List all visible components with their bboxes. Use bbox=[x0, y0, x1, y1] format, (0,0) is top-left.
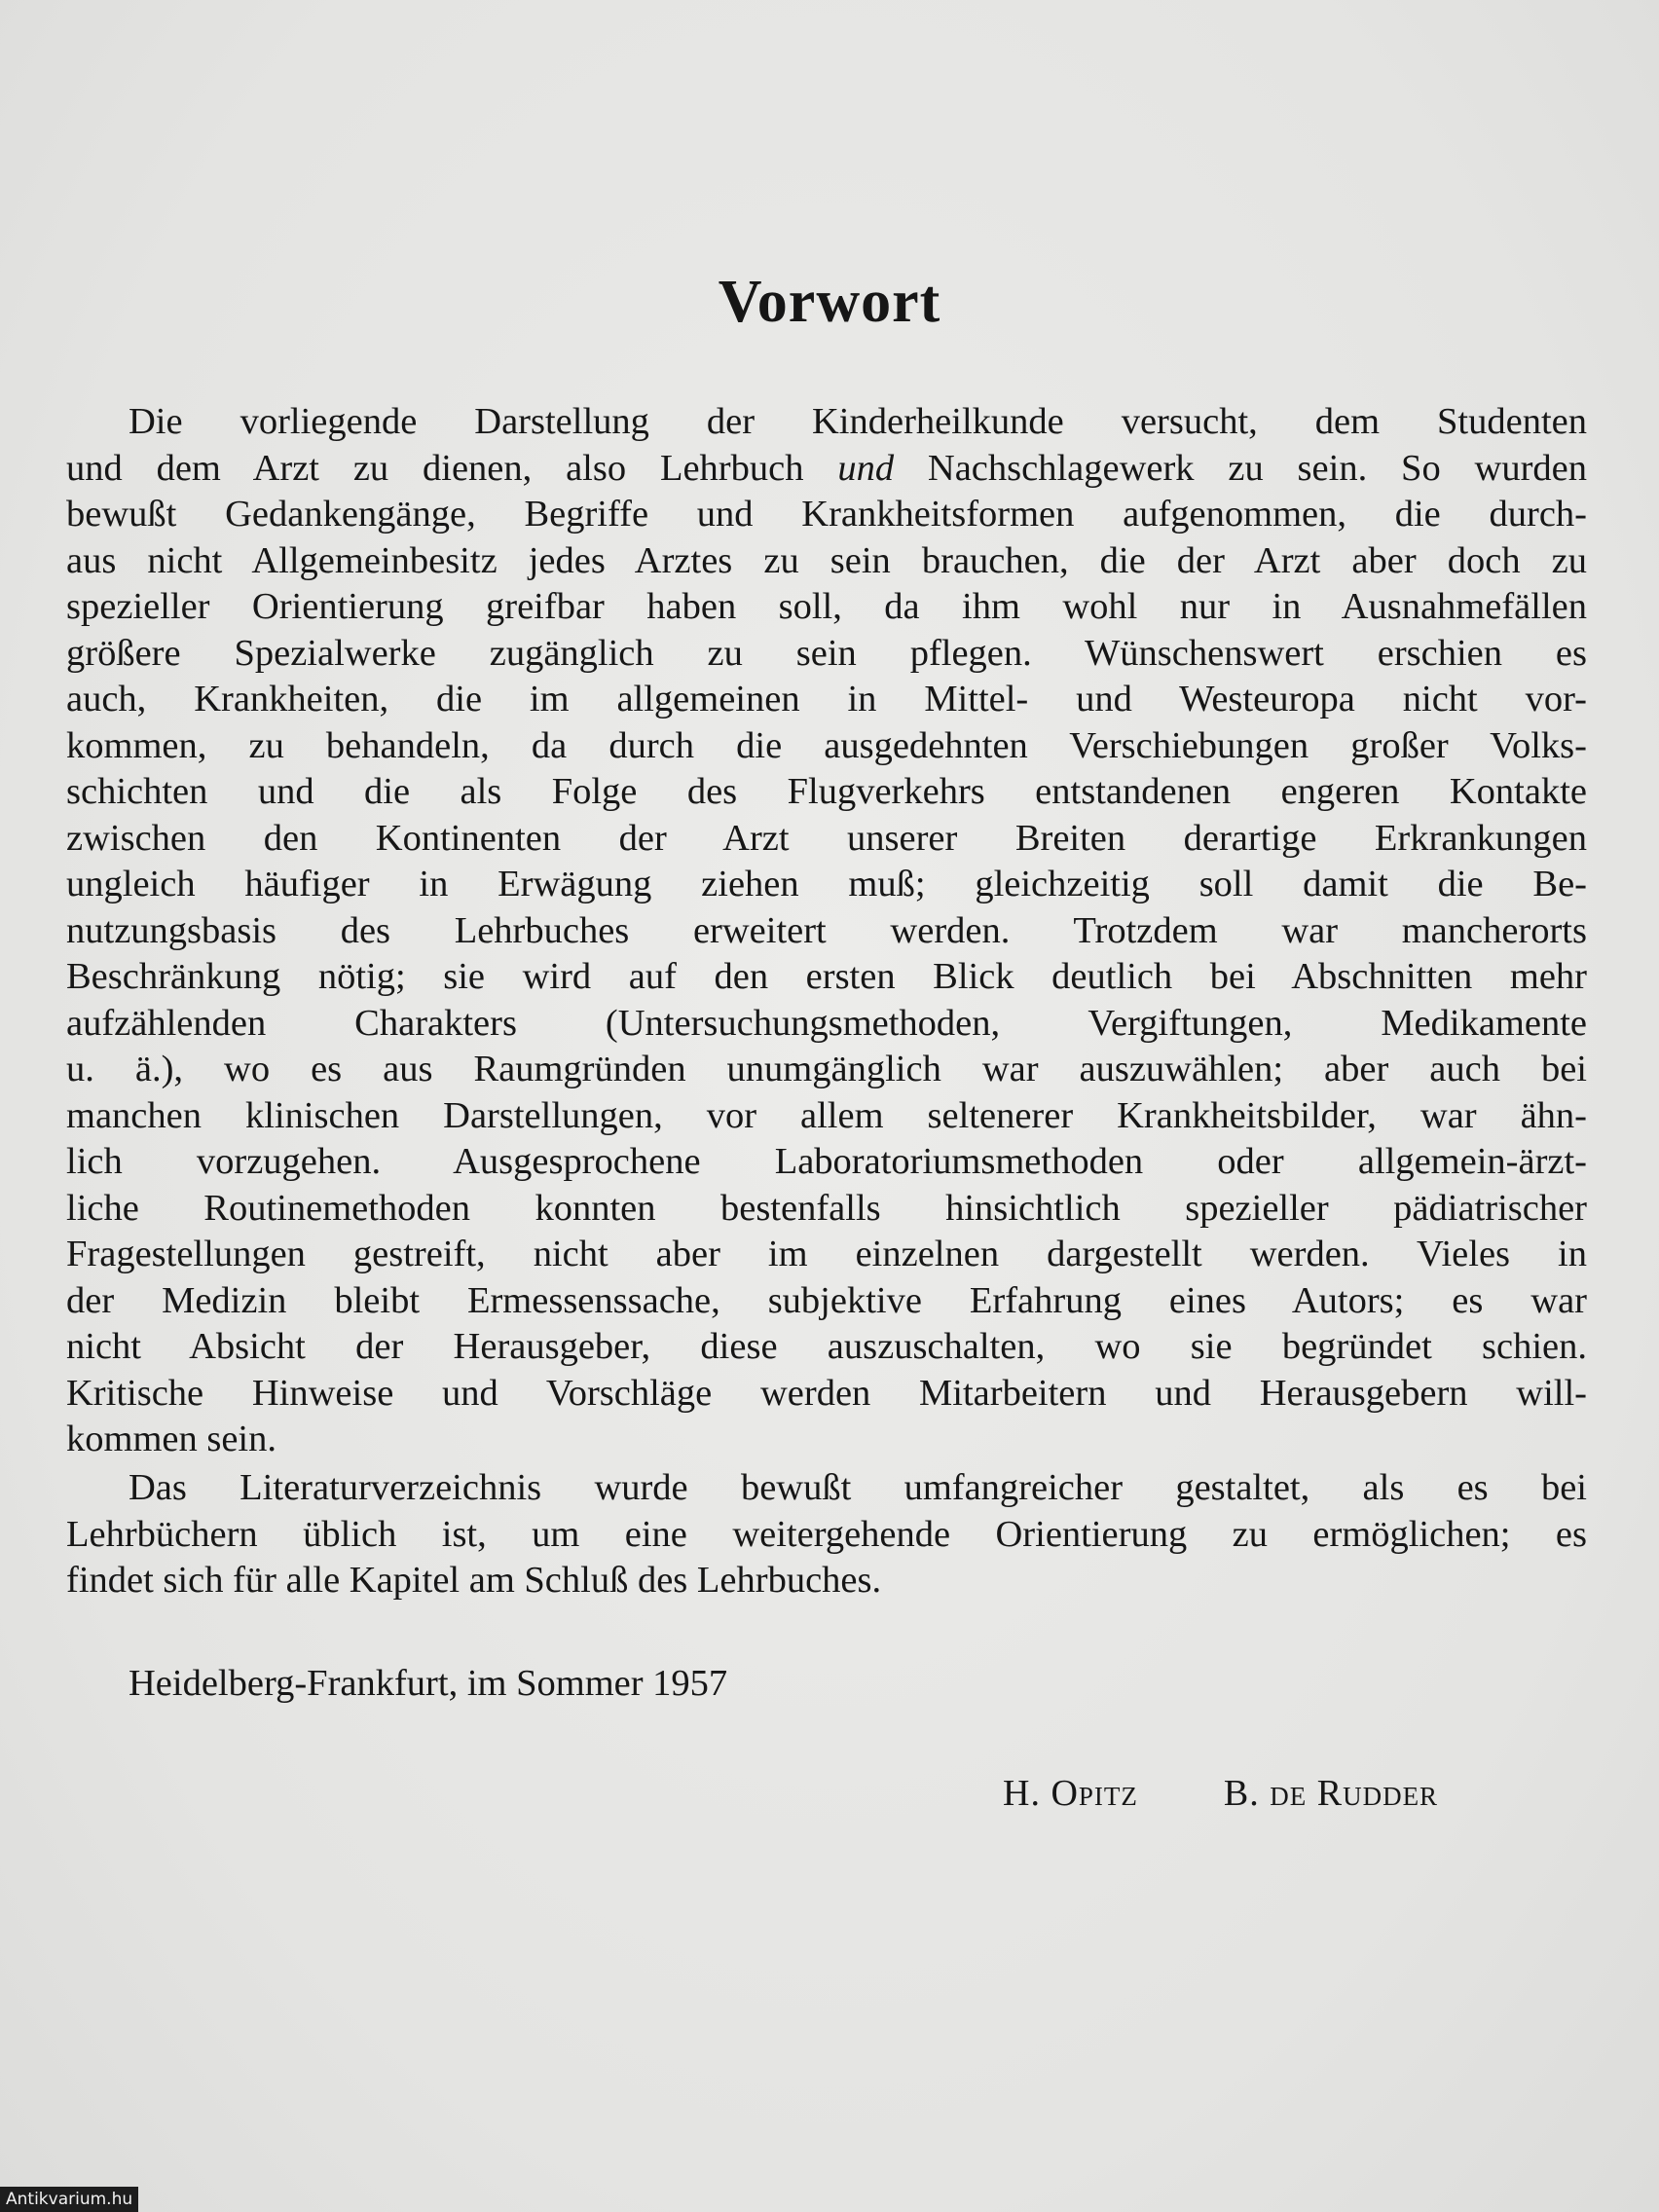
text-line: kommen sein. bbox=[66, 1419, 276, 1459]
text-line: u. ä.), wo es aus Raumgründen unumgänglich war auszuwählen; aber auch bei bbox=[66, 1049, 1587, 1089]
author-name: B. de Rudder bbox=[1223, 1773, 1439, 1814]
text-line: Das Literaturverzeichnis wurde bewußt umfangreicher gestaltet, als es bei bbox=[129, 1467, 1587, 1508]
text-line: größere Spezialwerke zugänglich zu sein pflegen. Wünschenswert erschien es bbox=[66, 632, 1587, 674]
text-line: Fragestellungen gestreift, nicht aber im einzelnen dargestellt werden. Vieles in bbox=[66, 1234, 1587, 1274]
watermark-label: Antikvarium.hu bbox=[0, 2187, 138, 2212]
text-line: zwischen den Kontinenten der Arzt unserer Breiten derartige Erkrankungen bbox=[66, 817, 1587, 859]
paragraph-1 bbox=[66, 399, 1587, 1463]
text-line: Die vorliegende Darstellung der Kinderheilkunde versucht, dem Studenten bbox=[129, 401, 1587, 442]
text-line: ungleich häufiger in Erwägung ziehen muß; gleichzeitig soll damit die Be- bbox=[66, 864, 1587, 904]
text-line: aufzählenden Charakters (Untersuchungsmethoden, Vergiftungen, Medikamente bbox=[66, 1002, 1587, 1044]
text-line: nutzungsbasis des Lehrbuches erweitert werden. Trotzdem war mancherorts bbox=[66, 909, 1587, 951]
text-segment: Nachschlagewerk zu sein. So wurden bbox=[894, 447, 1587, 489]
text-segment: und dem Arzt zu dienen, also Lehrbuch bbox=[66, 447, 838, 489]
text-line: Beschränkung nötig; sie wird auf den ersten Blick deutlich bei Abschnitten mehr bbox=[66, 956, 1587, 997]
text-line: Lehrbüchern üblich ist, um eine weitergehende Orientierung zu ermöglichen; es bbox=[66, 1513, 1587, 1555]
text-line: Kritische Hinweise und Vorschläge werden Mitarbeitern und Herausgebern will- bbox=[66, 1372, 1587, 1414]
page-title: Vorwort bbox=[718, 269, 941, 335]
text-line: schichten und die als Folge des Flugverkehrs entstandenen engeren Kontakte bbox=[66, 771, 1587, 812]
author-name: H. Opitz bbox=[1003, 1773, 1138, 1814]
text-line-with-emphasis bbox=[66, 446, 1587, 493]
emphasis-word: und bbox=[837, 447, 895, 489]
author-signatures bbox=[1003, 1772, 1438, 1815]
text-line: aus nicht Allgemeinbesitz jedes Arztes zu sein brauchen, die der Arzt aber doch zu bbox=[66, 539, 1587, 581]
text-line: lich vorzugehen. Ausgesprochene Laboratoriumsmethoden oder allgemein-ärzt- bbox=[66, 1141, 1587, 1182]
paragraph-2 bbox=[66, 1465, 1587, 1604]
text-line: kommen, zu behandeln, da durch die ausgedehnten Verschiebungen großer Volks- bbox=[66, 724, 1587, 766]
text-line: spezieller Orientierung greifbar haben soll, da ihm wohl nur in Ausnahmefällen bbox=[66, 586, 1587, 627]
text-line: liche Routinemethoden konnten bestenfalls hinsichtlich spezieller pädiatrischer bbox=[66, 1187, 1587, 1229]
text-line: manchen klinischen Darstellungen, vor allem seltenerer Krankheitsbilder, war ähn- bbox=[66, 1094, 1587, 1136]
text-line: nicht Absicht der Herausgeber, diese auszuschalten, wo sie begründet schien. bbox=[66, 1326, 1587, 1367]
text-line: der Medizin bleibt Ermessenssache, subjektive Erfahrung eines Autors; es war bbox=[66, 1279, 1587, 1321]
text-line: bewußt Gedankengänge, Begriffe und Krankheitsformen aufgenommen, die durch- bbox=[66, 494, 1587, 535]
text-line: auch, Krankheiten, die im allgemeinen in Mittel- und Westeuropa nicht vor- bbox=[66, 679, 1587, 719]
place-date: Heidelberg-Frankfurt, im Sommer 1957 bbox=[129, 1663, 728, 1704]
text-line: findet sich für alle Kapitel am Schluß des Lehrbuches. bbox=[66, 1560, 882, 1601]
